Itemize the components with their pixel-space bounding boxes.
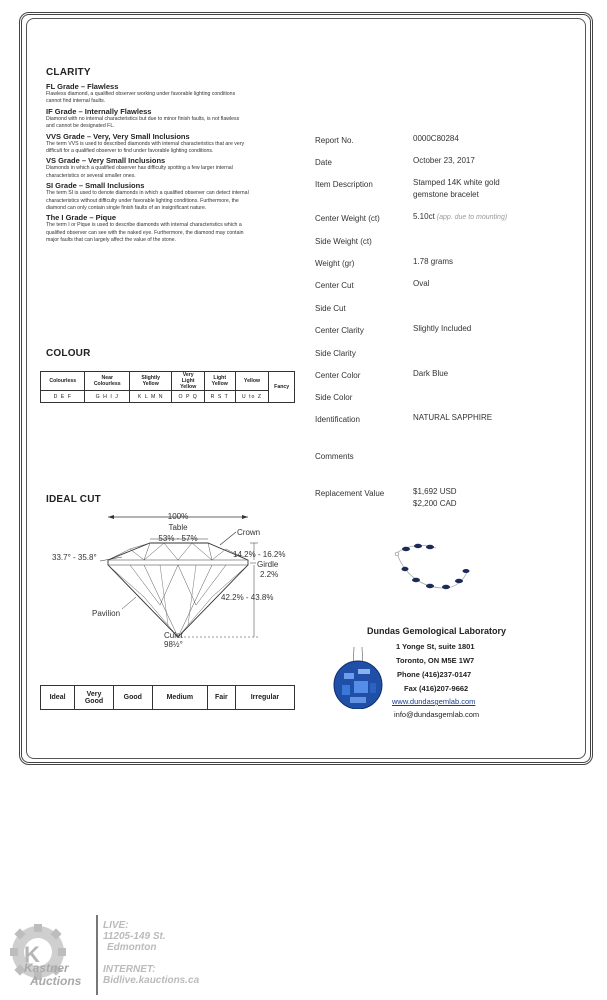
colour-header-line: Light xyxy=(213,375,227,381)
cut-grade-label: Very xyxy=(86,690,102,698)
report-label: Weight (gr) xyxy=(315,259,355,268)
colour-header-line: Yellow xyxy=(243,378,261,384)
report-value-text: 5.10ct xyxy=(413,212,435,221)
culet-value-label: 98½° xyxy=(164,640,183,649)
cut-grade-label: Medium xyxy=(166,694,194,701)
girdle-value-label: 2.2% xyxy=(260,570,279,579)
cut-grade-cell xyxy=(207,686,235,710)
footer-internet-label: INTERNET: xyxy=(103,964,156,975)
report-label: Side Cut xyxy=(315,304,346,313)
footer-live-address-2: Edmonton xyxy=(107,942,157,953)
colour-grade-code: G H I J xyxy=(85,391,129,403)
culet-label: Culet xyxy=(164,631,183,640)
report-value-text: 1.78 grams xyxy=(413,257,454,266)
clarity-grade-description: The term VVS is used to described diamonds with internal characteristics that are very xyxy=(46,140,245,147)
colour-header-line: Light xyxy=(181,378,195,384)
colour-grade-header xyxy=(129,372,171,391)
lab-name: Dundas Gemological Laboratory xyxy=(367,626,507,636)
colour-header-line: Slightly xyxy=(141,375,161,381)
clarity-grade-description: characteristics or several smaller ones. xyxy=(46,172,136,179)
cut-grade-cell xyxy=(235,686,294,710)
report-value-text: October 23, 2017 xyxy=(413,156,475,165)
colour-header-line: Colourless xyxy=(93,381,121,387)
report-details xyxy=(315,136,585,516)
pavilion-label: Pavilion xyxy=(92,609,121,618)
report-label: Center Cut xyxy=(315,281,354,290)
footer-live-label: LIVE: xyxy=(103,920,129,931)
crown-angle-label: 33.7° - 35.8° xyxy=(52,553,97,562)
clarity-grade-description: qualified observer can see with the naked eye. Furthermore, the diamond may contain xyxy=(46,229,244,236)
colour-header-line: Yellow xyxy=(211,381,228,387)
cut-grade-label: Good xyxy=(84,697,104,705)
colour-header-line: Yellow xyxy=(180,384,197,390)
diamond-outline xyxy=(108,543,248,637)
footer-live-block xyxy=(103,920,166,953)
cut-grade-label: Ideal xyxy=(49,694,66,701)
colour-grade-header xyxy=(172,372,205,391)
clarity-grade-description: Diamond with no internal characteristics but due to minor finish faults, is not flawless xyxy=(46,115,240,122)
report-value xyxy=(413,134,459,143)
report-value xyxy=(413,178,500,199)
colour-grade-code: R S T xyxy=(204,391,235,403)
colour-title: COLOUR xyxy=(46,348,91,359)
logo-text-auctions: Auctions xyxy=(30,974,82,988)
report-value-line2: gemstone bracelet xyxy=(413,190,479,199)
colour-header-line: Yellow xyxy=(142,381,159,387)
svg-text:K: K xyxy=(24,942,40,967)
report-value-note: (app. due to mounting) xyxy=(434,214,508,221)
report-value-text: Stamped 14K white gold xyxy=(413,178,500,187)
report-label: Report No. xyxy=(315,136,354,145)
report-label: Side Clarity xyxy=(315,349,356,358)
footer-live-address-1: 11205-149 St. xyxy=(103,931,166,942)
clarity-grade-heading: SI Grade – Small Inclusions xyxy=(46,181,145,191)
report-label: Side Weight (ct) xyxy=(315,237,372,246)
clarity-grade-description: major faults that can largely affect the value of the stone. xyxy=(46,237,176,244)
report-value xyxy=(413,279,429,288)
report-value-text: 0000C80284 xyxy=(413,134,459,143)
report-label: Replacement Value xyxy=(315,489,385,498)
report-value xyxy=(413,212,507,221)
report-label: Side Color xyxy=(315,393,353,402)
clarity-grade-item xyxy=(46,132,296,156)
crown-label: Crown xyxy=(237,528,261,537)
report-value-text: Slightly Included xyxy=(413,324,472,333)
colour-header-line: Near xyxy=(101,375,113,381)
pavilion-depth-label: 42.2% - 43.8% xyxy=(221,593,274,602)
clarity-grade-heading: VS Grade – Very Small Inclusions xyxy=(46,156,166,166)
colour-grade-code: K L M N xyxy=(129,391,171,403)
clarity-grade-heading: FL Grade – Flawless xyxy=(46,82,119,91)
report-value xyxy=(413,413,492,422)
report-value-text: NATURAL SAPPHIRE xyxy=(413,413,493,422)
cut-grade-label: Irregular xyxy=(250,694,280,701)
report-value xyxy=(413,369,448,378)
cut-grade-cell xyxy=(75,686,114,710)
clarity-grade-description: cannot find internal faults. xyxy=(46,98,106,105)
clarity-grade-description: characteristics without difficulty under favorable lighting conditions. Furthermore, the xyxy=(46,197,239,204)
kastner-auctions-logo xyxy=(4,922,96,990)
lab-address-1: 1 Yonge St, suite 1801 xyxy=(396,642,475,651)
clarity-grade-description: Flawless diamond, a qualified observer working under favorable lighting conditions xyxy=(46,91,236,97)
clarity-grade-item xyxy=(46,181,296,212)
lab-logo xyxy=(332,645,384,709)
colour-grade-header xyxy=(41,372,85,391)
footer-divider xyxy=(96,915,98,995)
ideal-cut-title: IDEAL CUT xyxy=(46,494,101,505)
table-range-label: 53% - 57% xyxy=(158,534,198,543)
report-value xyxy=(413,156,475,165)
report-value xyxy=(413,487,457,508)
cut-grade-cell xyxy=(152,686,207,710)
colour-grade-code: D E F xyxy=(41,391,85,403)
lab-address-2: Toronto, ON M5E 1W7 xyxy=(396,656,475,665)
footer-internet-url[interactable]: Bidlive.kauctions.ca xyxy=(103,975,200,986)
lab-email[interactable]: info@dundasgemlab.com xyxy=(394,710,480,719)
colour-grade-header xyxy=(235,372,269,391)
clarity-grade-heading: VVS Grade – Very, Very Small Inclusions xyxy=(46,131,190,141)
colour-grade-code: O P Q xyxy=(172,391,205,403)
footer-internet-block xyxy=(103,964,199,986)
table-label: Table xyxy=(168,523,188,532)
cut-grade-label: Good xyxy=(123,694,142,701)
clarity-grade-description: and cannot be designated FL. xyxy=(46,123,115,130)
report-label: Item Description xyxy=(315,180,373,189)
cut-grade-cell xyxy=(113,686,152,710)
colour-grade-header xyxy=(269,372,295,403)
lab-phone: Phone (416)237-0147 xyxy=(397,670,472,679)
bracelet-photo xyxy=(392,538,482,596)
colour-header-line: Very xyxy=(182,372,194,378)
clarity-grade-item xyxy=(46,107,296,131)
report-value xyxy=(413,324,471,333)
colour-grade-table xyxy=(40,371,295,403)
width-label: 100% xyxy=(167,512,189,521)
report-label: Date xyxy=(315,158,332,167)
report-value-text: Dark Blue xyxy=(413,369,449,378)
logo-text-kastner: Kastner xyxy=(24,961,69,975)
clarity-grade-description: The term SI is used to denote diamonds in which a qualified observer can detect internal xyxy=(46,190,249,197)
colour-grade-header xyxy=(204,372,235,391)
clarity-grade-item xyxy=(46,156,296,180)
girdle-label: Girdle xyxy=(257,560,279,569)
clarity-grade-heading: IF Grade – Internally Flawless xyxy=(46,106,152,116)
colour-grade-code: U to Z xyxy=(235,391,269,403)
report-label: Comments xyxy=(315,452,354,461)
report-label: Center Clarity xyxy=(315,326,364,335)
report-label: Identification xyxy=(315,415,360,424)
clarity-grade-description: difficult for a qualified observer to find under favorable lighting conditions. xyxy=(46,148,214,155)
colour-header-line: Colourless xyxy=(49,378,77,384)
report-value-text: $1,692 USD xyxy=(413,487,457,496)
lab-fax: Fax (416)207-9662 xyxy=(404,684,469,693)
clarity-grade-description: The term I or Pique is used to describe diamonds with internal characteristics which a xyxy=(46,222,242,229)
clarity-grade-list xyxy=(46,82,296,246)
clarity-grade-description: diamond can only contain single finish faults of an insignificant nature. xyxy=(46,205,207,212)
cut-grade-cell xyxy=(41,686,75,710)
cut-grade-label: Fair xyxy=(214,694,228,701)
clarity-title: CLARITY xyxy=(46,67,91,78)
report-value-line2: $2,200 CAD xyxy=(413,499,457,508)
report-label: Center Color xyxy=(315,371,361,380)
clarity-grade-heading: The I Grade – Pique xyxy=(46,213,117,223)
report-label: Center Weight (ct) xyxy=(315,214,380,223)
clarity-grade-description: Diamonds in which a qualified observer has difficulty spotting a few larger internal xyxy=(46,165,233,172)
report-value-text: Oval xyxy=(413,279,430,288)
cut-grade-table xyxy=(40,685,295,710)
clarity-grade-item xyxy=(46,82,296,106)
report-value xyxy=(413,257,453,266)
colour-header-line: Fancy xyxy=(274,384,290,390)
diamond-cut-diagram xyxy=(40,505,300,653)
lab-website-link[interactable]: www.dundasgemlab.com xyxy=(392,697,476,706)
crown-height-label: 14.2% - 16.2% xyxy=(233,550,286,559)
clarity-grade-item xyxy=(46,213,296,244)
colour-grade-header xyxy=(85,372,129,391)
